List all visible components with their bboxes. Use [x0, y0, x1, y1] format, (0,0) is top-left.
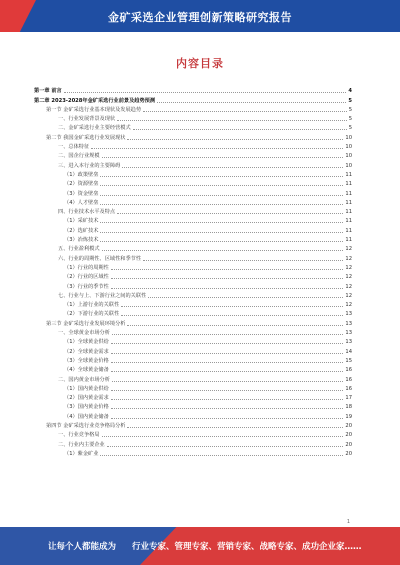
toc-entry-page: 11 — [345, 237, 352, 244]
toc-entry-label: （3）全球黄金价格 — [64, 357, 109, 364]
toc-leader-dots — [111, 362, 344, 363]
toc-entry-page: 15 — [345, 357, 352, 364]
toc-entry-page: 11 — [345, 181, 352, 188]
toc-entry-label: 第一章 前言 — [34, 88, 62, 95]
toc-entry-label: 第一节 金矿采选行业基本现状及发展趋势 — [46, 106, 142, 113]
toc-entry-page: 5 — [348, 116, 352, 123]
toc-entry-page: 11 — [345, 171, 352, 178]
toc-entry-page: 20 — [345, 422, 352, 429]
toc-entry[interactable] — [34, 449, 352, 458]
toc-leader-dots — [111, 278, 344, 279]
toc-entry-page: 12 — [345, 302, 352, 309]
toc-leader-dots — [111, 408, 344, 409]
toc-entry[interactable] — [34, 198, 352, 207]
toc-leader-dots — [111, 390, 344, 391]
toc-entry[interactable] — [34, 384, 352, 393]
toc-entry[interactable] — [34, 188, 352, 197]
toc-entry-page: 13 — [345, 339, 352, 346]
toc-entry-page: 13 — [345, 320, 352, 327]
toc-leader-dots — [111, 269, 344, 270]
toc-entry-label: 二、行业内主要企业 — [58, 441, 105, 448]
toc-entry[interactable] — [34, 272, 352, 281]
toc-leader-dots — [111, 418, 344, 419]
toc-leader-dots — [100, 185, 343, 186]
toc-entry-page: 4 — [348, 88, 352, 95]
toc-entry-page: 5 — [348, 106, 352, 113]
toc-leader-dots — [100, 241, 343, 242]
toc-entry[interactable] — [34, 393, 352, 402]
toc-entry[interactable] — [34, 253, 352, 262]
toc-leader-dots — [127, 325, 343, 326]
footer-slogan-left: 让每个人都能成为 — [48, 542, 117, 552]
toc-entry-label: （3）资金壁垒 — [64, 190, 99, 197]
toc-entry-page: 11 — [345, 209, 352, 216]
toc-entry-page: 12 — [345, 246, 352, 253]
toc-entry-label: 五、行业盈利模式 — [58, 246, 100, 253]
toc-leader-dots — [100, 176, 343, 177]
toc-entry[interactable] — [34, 337, 352, 346]
toc-entry[interactable] — [34, 244, 352, 253]
toc-entry[interactable] — [34, 402, 352, 411]
toc-entry-label: （1）采矿技术 — [64, 218, 99, 225]
toc-entry[interactable] — [34, 95, 352, 104]
report-title: 金矿采选企业管理创新策略研究报告 — [108, 11, 292, 24]
toc-leader-dots — [100, 204, 343, 205]
toc-entry-page: 18 — [345, 404, 352, 411]
toc-entry-label: （2）资源壁垒 — [64, 181, 99, 188]
toc-entry-label: （1）政策壁垒 — [64, 171, 99, 178]
toc-entry-label: （1）全球黄金供给 — [64, 339, 109, 346]
toc-leader-dots — [102, 436, 344, 437]
toc-entry-label: 一、行业竞争格局 — [58, 432, 100, 439]
toc-entry-label: （1）紫金矿业 — [64, 450, 99, 457]
toc-entry-page: 12 — [345, 255, 352, 262]
toc-entry[interactable] — [34, 235, 352, 244]
toc-entry-label: （2）选矿技术 — [64, 227, 99, 234]
toc-entry-page: 11 — [345, 227, 352, 234]
toc-entry-label: 七、行业与上、下游行业之间的关联性 — [58, 292, 147, 299]
toc-entry-page: 16 — [345, 376, 352, 383]
toc-entry-label: 三、进入本行业的主要障碍 — [58, 162, 121, 169]
toc-entry-page: 12 — [345, 283, 352, 290]
toc-leader-dots — [102, 250, 344, 251]
toc-entry[interactable] — [34, 151, 352, 160]
toc-entry-page: 20 — [345, 432, 352, 439]
toc-entry-page: 16 — [345, 367, 352, 374]
table-of-contents — [34, 86, 352, 458]
toc-entry-label: 一、全球黄金市场分析 — [58, 330, 110, 337]
toc-leader-dots — [111, 343, 344, 344]
toc-entry[interactable] — [34, 300, 352, 309]
toc-leader-dots — [100, 455, 343, 456]
toc-leader-dots — [148, 297, 343, 298]
toc-leader-dots — [100, 195, 343, 196]
toc-leader-dots — [127, 139, 343, 140]
toc-entry[interactable] — [34, 105, 352, 114]
toc-entry-label: （4）国内黄金储备 — [64, 413, 109, 420]
toc-entry-label: （2）下游行业的关联性 — [64, 311, 120, 318]
toc-entry-label: （3）冶炼技术 — [64, 237, 99, 244]
toc-entry-page: 10 — [345, 162, 352, 169]
toc-entry[interactable] — [34, 207, 352, 216]
toc-leader-dots — [107, 446, 344, 447]
toc-entry-label: （2）全球黄金需求 — [64, 348, 109, 355]
toc-entry[interactable] — [34, 421, 352, 430]
toc-leader-dots — [100, 232, 343, 233]
toc-entry[interactable] — [34, 225, 352, 234]
toc-leader-dots — [102, 157, 344, 158]
toc-entry[interactable] — [34, 365, 352, 374]
toc-entry-page: 13 — [345, 311, 352, 318]
toc-entry-label: 第二章 2023-2028年金矿采选行业前景及趋势预测 — [34, 97, 156, 104]
toc-leader-dots — [111, 371, 344, 372]
toc-entry[interactable] — [34, 263, 352, 272]
toc-entry-page: 10 — [345, 153, 352, 160]
toc-entry-label: 二、国企行业规模 — [58, 153, 100, 160]
toc-entry-page: 10 — [345, 134, 352, 141]
toc-entry-label: （2）国内黄金需求 — [64, 395, 109, 402]
toc-leader-dots — [111, 288, 344, 289]
toc-entry-page: 5 — [348, 125, 352, 132]
toc-entry[interactable] — [34, 291, 352, 300]
toc-entry-label: （4）全球黄金储备 — [64, 367, 109, 374]
toc-entry-page: 11 — [345, 190, 352, 197]
toc-leader-dots — [157, 102, 346, 103]
toc-entry[interactable] — [34, 86, 352, 95]
toc-entry-page: 11 — [345, 218, 352, 225]
toc-entry[interactable] — [34, 430, 352, 439]
toc-entry[interactable] — [34, 170, 352, 179]
toc-entry-label: 二、金矿采选行业主要经营模式 — [58, 125, 131, 132]
toc-entry-page: 5 — [348, 97, 352, 104]
toc-entry[interactable] — [34, 309, 352, 318]
toc-entry[interactable] — [34, 132, 352, 141]
toc-entry[interactable] — [34, 411, 352, 420]
toc-entry-label: 第四节 金矿采选行业竞争格局分析 — [46, 422, 126, 429]
toc-entry-label: 一、行业发展背景及现状 — [58, 116, 116, 123]
toc-leader-dots — [127, 427, 343, 428]
toc-entry[interactable] — [34, 123, 352, 132]
toc-leader-dots — [143, 111, 347, 112]
toc-entry[interactable] — [34, 216, 352, 225]
toc-entry[interactable] — [34, 374, 352, 383]
toc-entry[interactable] — [34, 439, 352, 448]
toc-entry-label: 第二节 我国金矿采选行业发展现状 — [46, 134, 126, 141]
toc-entry-label: 六、行业的周期性、区域性和季节性 — [58, 255, 142, 262]
toc-entry[interactable] — [34, 142, 352, 151]
toc-entry-label: （2）行业的区域性 — [64, 274, 109, 281]
toc-entry-page: 16 — [345, 385, 352, 392]
toc-entry-label: （3）国内黄金价格 — [64, 404, 109, 411]
toc-entry-page: 13 — [345, 330, 352, 337]
toc-entry[interactable] — [34, 160, 352, 169]
toc-entry-page: 19 — [345, 413, 352, 420]
toc-entry-page: 10 — [345, 144, 352, 151]
toc-leader-dots — [112, 381, 344, 382]
toc-entry-label: 一、总体特征 — [58, 144, 90, 151]
toc-leader-dots — [91, 148, 343, 149]
toc-entry-label: （4）人才壁垒 — [64, 199, 99, 206]
toc-entry[interactable] — [34, 281, 352, 290]
toc-entry-label: （1）行业的周期性 — [64, 264, 109, 271]
toc-entry-label: 第三节 金矿采选行业发展环境分析 — [46, 320, 126, 327]
toc-entry-page: 17 — [345, 395, 352, 402]
toc-heading: 内容目录 — [176, 57, 224, 70]
toc-entry-page: 11 — [345, 199, 352, 206]
toc-leader-dots — [122, 167, 343, 168]
toc-entry-label: （3）行业的季节性 — [64, 283, 109, 290]
toc-leader-dots — [121, 315, 343, 316]
toc-entry[interactable] — [34, 318, 352, 327]
toc-entry-page: 14 — [345, 348, 352, 355]
toc-entry[interactable] — [34, 179, 352, 188]
toc-entry[interactable] — [34, 346, 352, 355]
toc-entry[interactable] — [34, 356, 352, 365]
toc-leader-dots — [133, 129, 347, 130]
toc-entry[interactable] — [34, 328, 352, 337]
toc-entry[interactable] — [34, 114, 352, 123]
footer-banner — [0, 527, 400, 565]
footer-slogan-right: 行业专家、管理专家、营销专家、战略专家、成功企业家…… — [132, 542, 362, 552]
toc-leader-dots — [121, 306, 343, 307]
toc-leader-dots — [112, 334, 344, 335]
toc-leader-dots — [143, 260, 343, 261]
toc-leader-dots — [111, 399, 344, 400]
toc-leader-dots — [100, 222, 343, 223]
toc-entry-page: 20 — [345, 450, 352, 457]
toc-entry-label: （1）国内黄金供给 — [64, 385, 109, 392]
page-number: 1 — [346, 519, 350, 525]
toc-entry-page: 12 — [345, 264, 352, 271]
toc-entry-label: 四、行业技术水平及特点 — [58, 209, 116, 216]
toc-leader-dots — [117, 120, 347, 121]
toc-entry-page: 20 — [345, 441, 352, 448]
toc-entry-label: （1）上游行业的关联性 — [64, 302, 120, 309]
header-bar — [0, 0, 400, 32]
toc-entry-page: 12 — [345, 274, 352, 281]
toc-entry-label: 二、国内黄金市场分析 — [58, 376, 110, 383]
toc-leader-dots — [117, 213, 343, 214]
toc-leader-dots — [64, 92, 347, 93]
toc-entry-page: 12 — [345, 292, 352, 299]
toc-leader-dots — [111, 353, 344, 354]
